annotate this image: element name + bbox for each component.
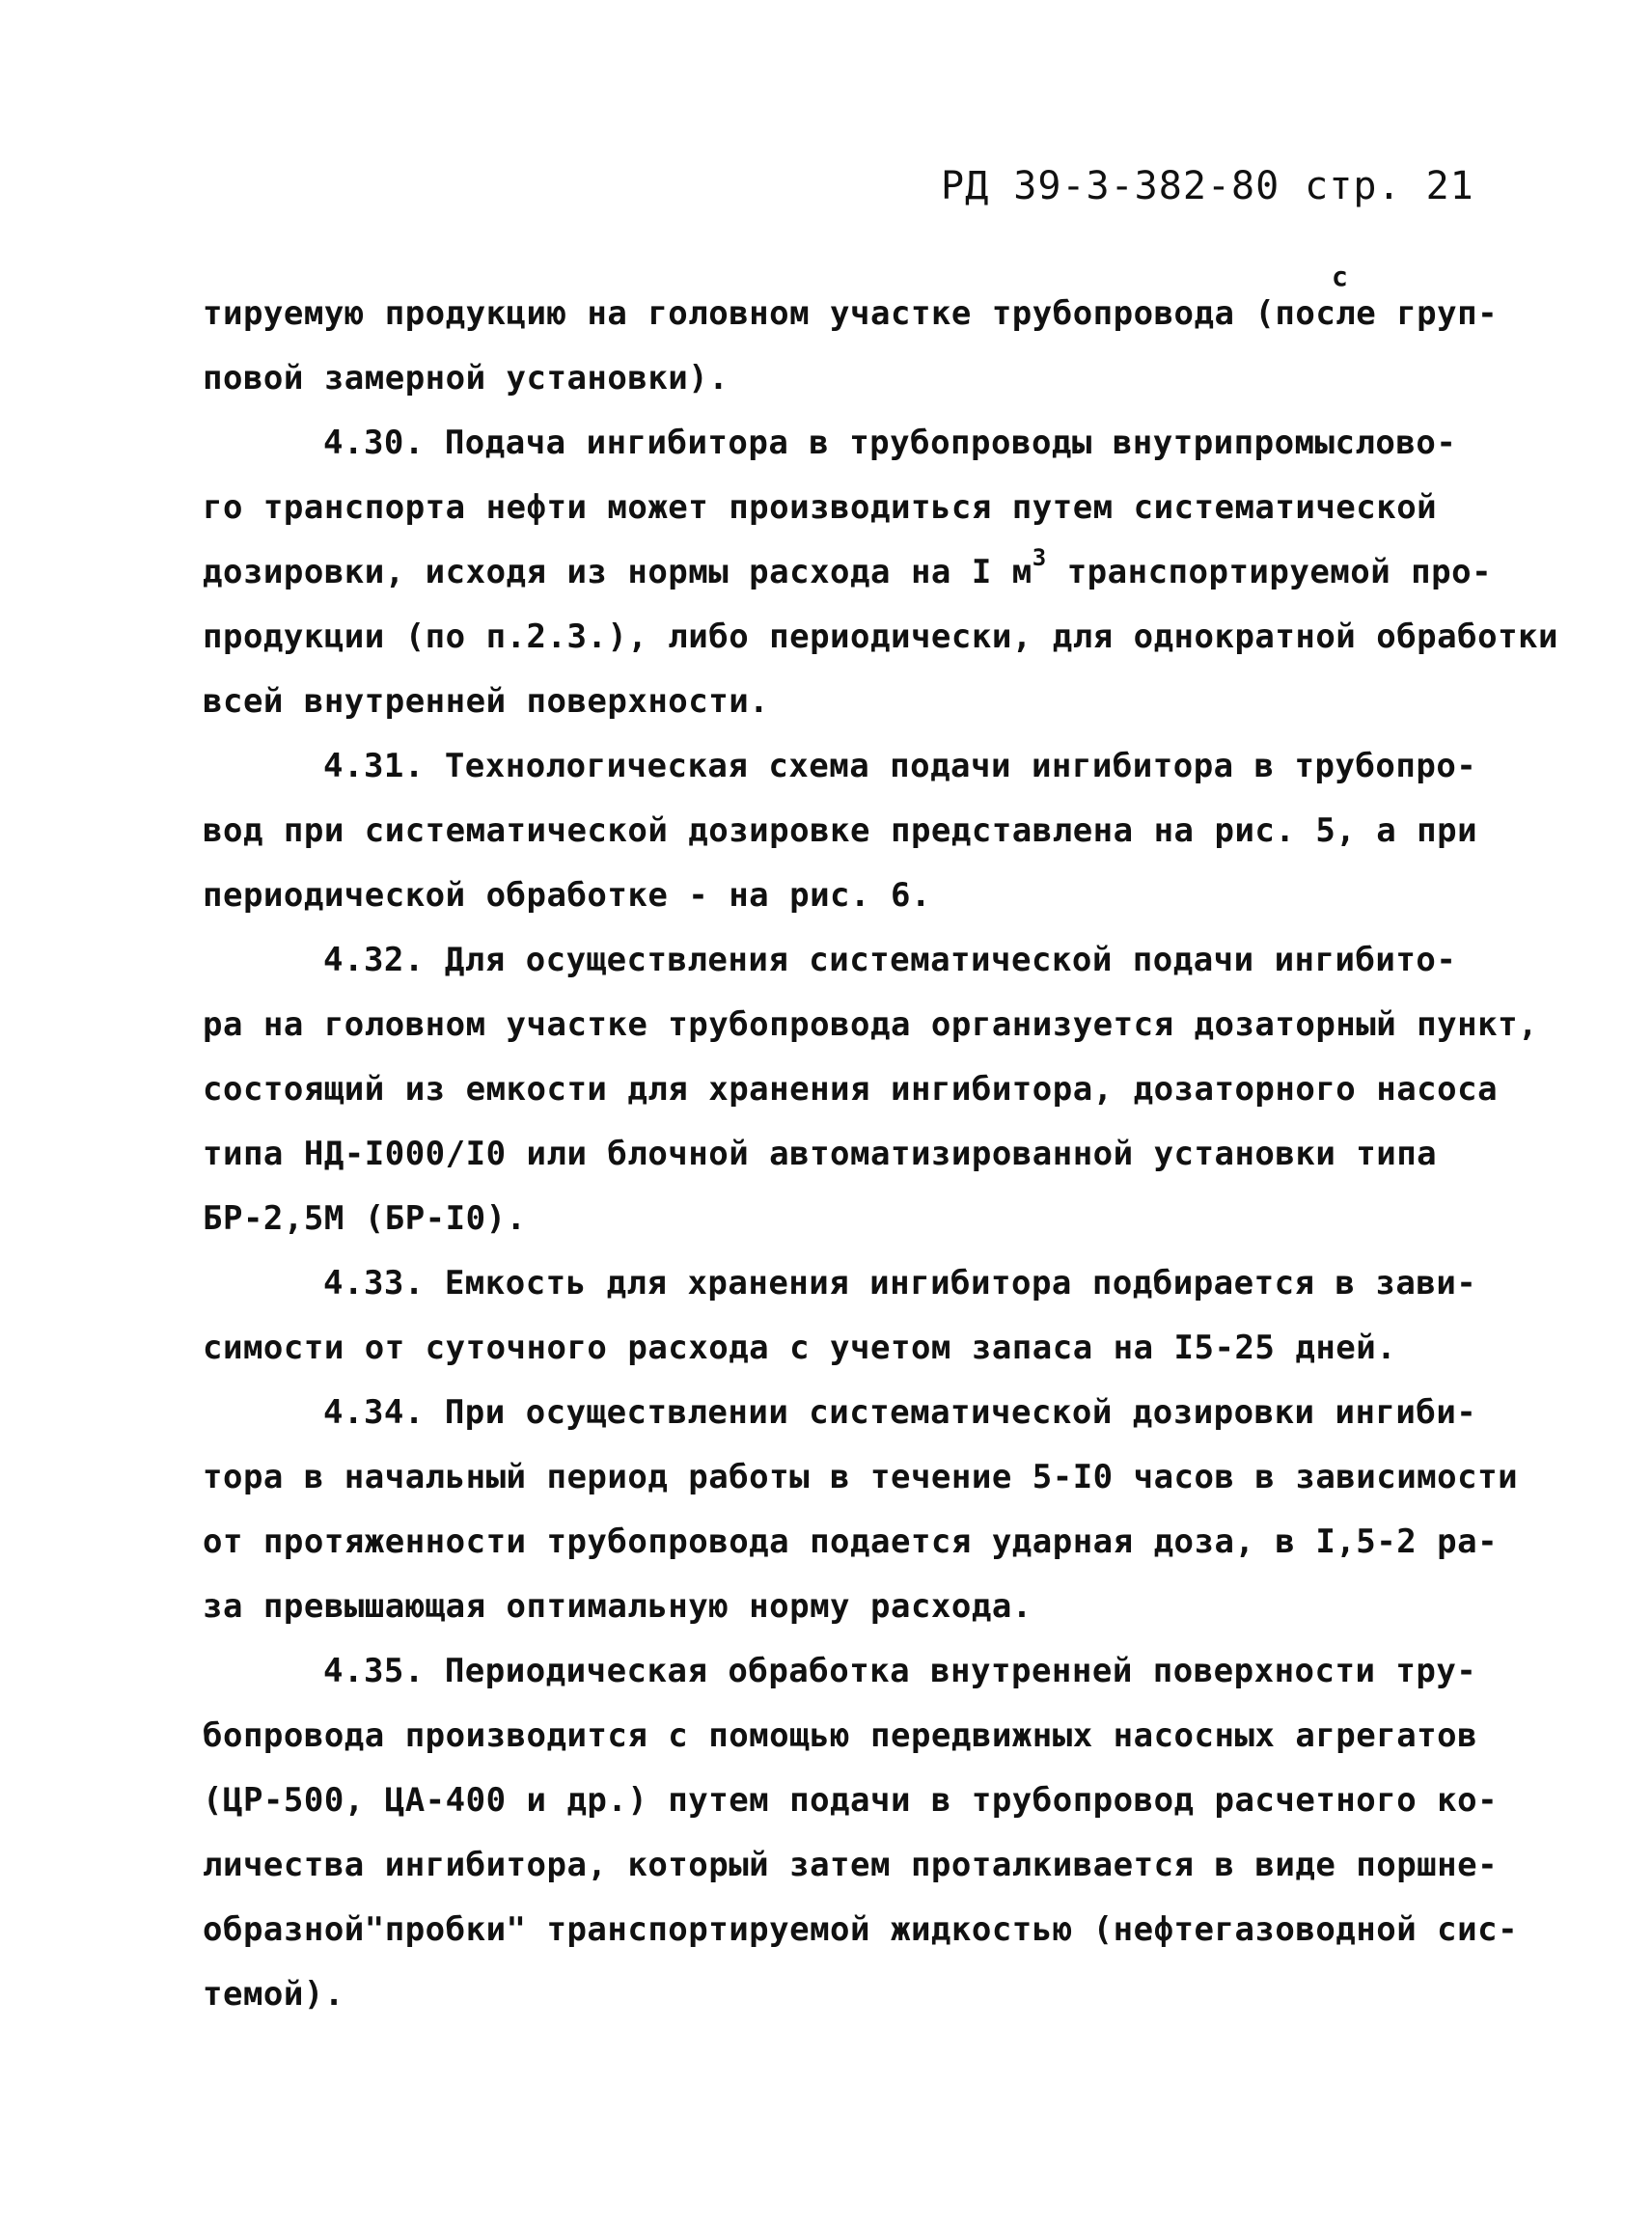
text-line: темой). (203, 1975, 344, 2014)
text-line: типа НД-I000/I0 или блочной автоматизированной установки типа (203, 1135, 1438, 1173)
text-line: вод при систематической дозировке представлена на рис. 5, а при (203, 811, 1478, 850)
text-line: продукции (по п.2.3.), либо периодически, для однократной обработки (203, 617, 1558, 656)
text-line: симости от суточного расхода с учетом запаса на I5-25 дней. (203, 1329, 1397, 1367)
handwritten-insert-mark: с (1332, 260, 1348, 292)
text-line: тируемую продукцию на головном участке трубопровода (после груп- (203, 294, 1499, 333)
page-number: стр. 21 (1305, 164, 1474, 208)
text-line: состоящий из емкости для хранения ингибитора, дозаторного насоса (203, 1070, 1499, 1109)
text-line: всей внутренней поверхности. (203, 682, 770, 721)
paragraph-4-35-start: 4.35. Периодическая обработка внутренней поверхности тру- (323, 1652, 1477, 1690)
superscript: 3 (1032, 544, 1047, 571)
page-header (941, 164, 1474, 208)
paragraph-4-31-start: 4.31. Технологическая схема подачи ингибитора в трубопро- (323, 747, 1477, 785)
text-line: за превышающая оптимальную норму расхода. (203, 1587, 1032, 1626)
text-line: периодической обработке - на рис. 6. (203, 876, 931, 915)
text-line: (ЦР-500, ЦА-400 и др.) путем подачи в трубопровод расчетного ко- (203, 1781, 1499, 1820)
paragraph-4-34-start: 4.34. При осуществлении систематической дозировки ингиби- (323, 1393, 1477, 1432)
text-line: повой замерной установки). (203, 359, 730, 398)
text-line: ра на головном участке трубопровода организуется дозаторный пункт, (203, 1005, 1539, 1044)
text-line: го транспорта нефти может производиться путем систематической (203, 488, 1438, 527)
text-line: тора в начальный период работы в течение 5-I0 часов в зависимости (203, 1458, 1519, 1496)
doc-code: РД 39-3-382-80 (941, 164, 1280, 208)
text-line: бопровода производится с помощью передвижных насосных агрегатов (203, 1716, 1478, 1755)
text-line: дозировки, исходя из нормы расхода на I $м^3$ транспортируемой про- (203, 544, 1493, 591)
paragraph-4-30-start: 4.30. Подача ингибитора в трубопроводы внутрипромыслово- (323, 424, 1457, 462)
paragraph-4-32-start: 4.32. Для осуществления систематической подачи ингибито- (323, 941, 1457, 979)
text-line: от протяженности трубопровода подается ударная доза, в I,5-2 ра- (203, 1522, 1499, 1561)
text-line: личества ингибитора, который затем проталкивается в виде поршне- (203, 1846, 1499, 1884)
text-line: БР-2,5М (БР-I0). (203, 1199, 527, 1238)
text-line: образной"пробки" транспортируемой жидкостью (нефтегазоводной сис- (203, 1910, 1519, 1949)
paragraph-4-33-start: 4.33. Емкость для хранения ингибитора подбирается в зави- (323, 1264, 1477, 1302)
